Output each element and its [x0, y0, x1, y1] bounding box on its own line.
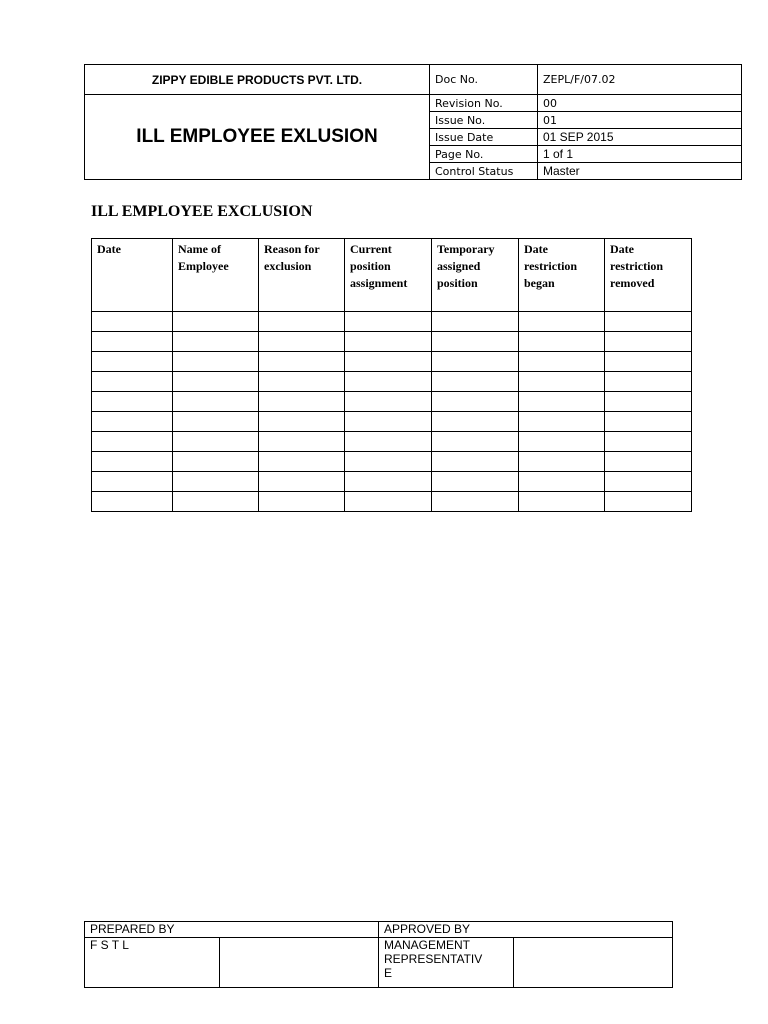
- column-header-line: Temporary: [437, 242, 495, 256]
- document-header-table: [84, 64, 742, 180]
- table-cell[interactable]: [259, 492, 345, 512]
- table-cell[interactable]: [92, 312, 173, 332]
- table-cell[interactable]: [92, 332, 173, 352]
- table-cell[interactable]: [173, 492, 259, 512]
- table-cell[interactable]: [432, 492, 519, 512]
- control-status-value: Master: [538, 163, 742, 180]
- approved-by-label: APPROVED BY: [379, 922, 673, 938]
- table-cell[interactable]: [259, 432, 345, 452]
- issue-no-value: 01: [538, 112, 742, 129]
- section-title: ILL EMPLOYEE EXCLUSION: [91, 203, 313, 220]
- revision-no-value: 00: [538, 95, 742, 112]
- table-cell[interactable]: [92, 432, 173, 452]
- table-cell[interactable]: [432, 312, 519, 332]
- table-cell[interactable]: [519, 452, 605, 472]
- table-cell[interactable]: [432, 332, 519, 352]
- table-cell[interactable]: [519, 312, 605, 332]
- prepared-by-label: PREPARED BY: [85, 922, 379, 938]
- table-cell[interactable]: [259, 472, 345, 492]
- table-cell[interactable]: [259, 332, 345, 352]
- doc-no-value: ZEPL/F/07.02: [538, 65, 742, 95]
- table-cell[interactable]: [432, 472, 519, 492]
- column-header-reason-for-exclusion: [259, 239, 345, 312]
- column-header-line: assigned: [437, 259, 481, 273]
- column-header-line: exclusion: [264, 259, 312, 273]
- table-cell[interactable]: [519, 392, 605, 412]
- column-header-line: Current: [350, 242, 392, 256]
- column-header-line: removed: [610, 276, 655, 290]
- document-title: ILL EMPLOYEE EXLUSION: [85, 95, 430, 180]
- table-cell[interactable]: [432, 412, 519, 432]
- table-cell[interactable]: [173, 392, 259, 412]
- table-cell[interactable]: [173, 352, 259, 372]
- table-cell[interactable]: [432, 372, 519, 392]
- control-status-label: Control Status: [430, 163, 538, 180]
- column-header-date: [92, 239, 173, 312]
- table-cell[interactable]: [605, 332, 692, 352]
- column-header-line: Date: [524, 242, 548, 256]
- table-cell[interactable]: [92, 372, 173, 392]
- table-cell[interactable]: [345, 372, 432, 392]
- page-no-label: Page No.: [430, 146, 538, 163]
- issue-date-label: Issue Date: [430, 129, 538, 146]
- table-cell[interactable]: [432, 392, 519, 412]
- table-row: [92, 372, 692, 392]
- issue-no-label: Issue No.: [430, 112, 538, 129]
- table-header-row: [92, 239, 692, 312]
- table-cell[interactable]: [605, 352, 692, 372]
- company-name: ZIPPY EDIBLE PRODUCTS PVT. LTD.: [85, 65, 430, 95]
- table-cell[interactable]: [519, 492, 605, 512]
- table-cell[interactable]: [519, 432, 605, 452]
- table-cell[interactable]: [605, 472, 692, 492]
- table-row: [92, 452, 692, 472]
- table-cell[interactable]: [345, 352, 432, 372]
- table-cell[interactable]: [92, 392, 173, 412]
- column-header-current-position-assignment: [345, 239, 432, 312]
- column-header-line: Employee: [178, 259, 229, 273]
- table-row: [92, 332, 692, 352]
- table-cell[interactable]: [92, 472, 173, 492]
- table-cell[interactable]: [259, 312, 345, 332]
- table-cell[interactable]: [519, 352, 605, 372]
- table-cell[interactable]: [173, 412, 259, 432]
- table-cell[interactable]: [173, 312, 259, 332]
- column-header-line: restriction: [524, 259, 578, 273]
- signature-table: [84, 921, 673, 988]
- table-cell[interactable]: [605, 392, 692, 412]
- table-cell[interactable]: [92, 412, 173, 432]
- table-cell[interactable]: [259, 372, 345, 392]
- table-cell[interactable]: [173, 372, 259, 392]
- table-cell[interactable]: [92, 452, 173, 472]
- table-cell[interactable]: [259, 352, 345, 372]
- approved-by-value: [379, 938, 514, 988]
- table-cell[interactable]: [259, 452, 345, 472]
- table-cell[interactable]: [519, 412, 605, 432]
- column-header-line: began: [524, 276, 555, 290]
- table-cell[interactable]: [345, 492, 432, 512]
- table-cell[interactable]: [173, 452, 259, 472]
- page-no-value: 1 of 1: [538, 146, 742, 163]
- column-header-line: position: [437, 276, 478, 290]
- table-row: [92, 312, 692, 332]
- prepared-by-signature-cell[interactable]: [220, 938, 379, 988]
- table-cell[interactable]: [519, 332, 605, 352]
- column-header-temporary-assigned-position: [432, 239, 519, 312]
- table-body: [92, 312, 692, 512]
- doc-no-label: Doc No.: [430, 65, 538, 95]
- table-cell[interactable]: [345, 412, 432, 432]
- table-cell[interactable]: [345, 452, 432, 472]
- table-cell[interactable]: [605, 412, 692, 432]
- column-header-name-of-employee: [173, 239, 259, 312]
- approved-by-line: REPRESENTATIV: [384, 952, 483, 966]
- table-cell[interactable]: [92, 352, 173, 372]
- column-header-line: Date: [610, 242, 634, 256]
- table-cell[interactable]: [259, 392, 345, 412]
- column-header-line: Reason for: [264, 242, 320, 256]
- column-header-line: restriction: [610, 259, 664, 273]
- table-cell[interactable]: [605, 432, 692, 452]
- column-header-line: assignment: [350, 276, 408, 290]
- table-cell[interactable]: [92, 492, 173, 512]
- table-cell[interactable]: [432, 432, 519, 452]
- column-header-line: Name of: [178, 242, 221, 256]
- table-cell[interactable]: [605, 312, 692, 332]
- table-cell[interactable]: [432, 352, 519, 372]
- column-header-date-restriction-removed: [605, 239, 692, 312]
- table-row: [92, 432, 692, 452]
- table-cell[interactable]: [345, 312, 432, 332]
- table-cell[interactable]: [605, 492, 692, 512]
- table-row: [92, 352, 692, 372]
- table-row: [92, 472, 692, 492]
- approved-by-line: MANAGEMENT: [384, 938, 471, 952]
- table-cell[interactable]: [173, 432, 259, 452]
- table-cell[interactable]: [519, 472, 605, 492]
- exclusion-table: [91, 238, 692, 512]
- table-row: [92, 492, 692, 512]
- table-cell[interactable]: [432, 452, 519, 472]
- table-cell[interactable]: [345, 332, 432, 352]
- table-cell[interactable]: [605, 372, 692, 392]
- table-row: [92, 392, 692, 412]
- issue-date-value: 01 SEP 2015: [538, 129, 742, 146]
- column-header-line: position: [350, 259, 391, 273]
- table-cell[interactable]: [345, 392, 432, 412]
- column-header-line: Date: [97, 242, 121, 256]
- table-cell[interactable]: [173, 332, 259, 352]
- approved-by-line: E: [384, 966, 393, 980]
- revision-no-label: Revision No.: [430, 95, 538, 112]
- table-cell[interactable]: [259, 412, 345, 432]
- table-cell[interactable]: [519, 372, 605, 392]
- column-header-date-restriction-began: [519, 239, 605, 312]
- approved-by-signature-cell[interactable]: [514, 938, 673, 988]
- table-cell[interactable]: [605, 452, 692, 472]
- table-cell[interactable]: [345, 432, 432, 452]
- table-cell[interactable]: [345, 472, 432, 492]
- prepared-by-value: F S T L: [85, 938, 220, 988]
- table-cell[interactable]: [173, 472, 259, 492]
- table-row: [92, 412, 692, 432]
